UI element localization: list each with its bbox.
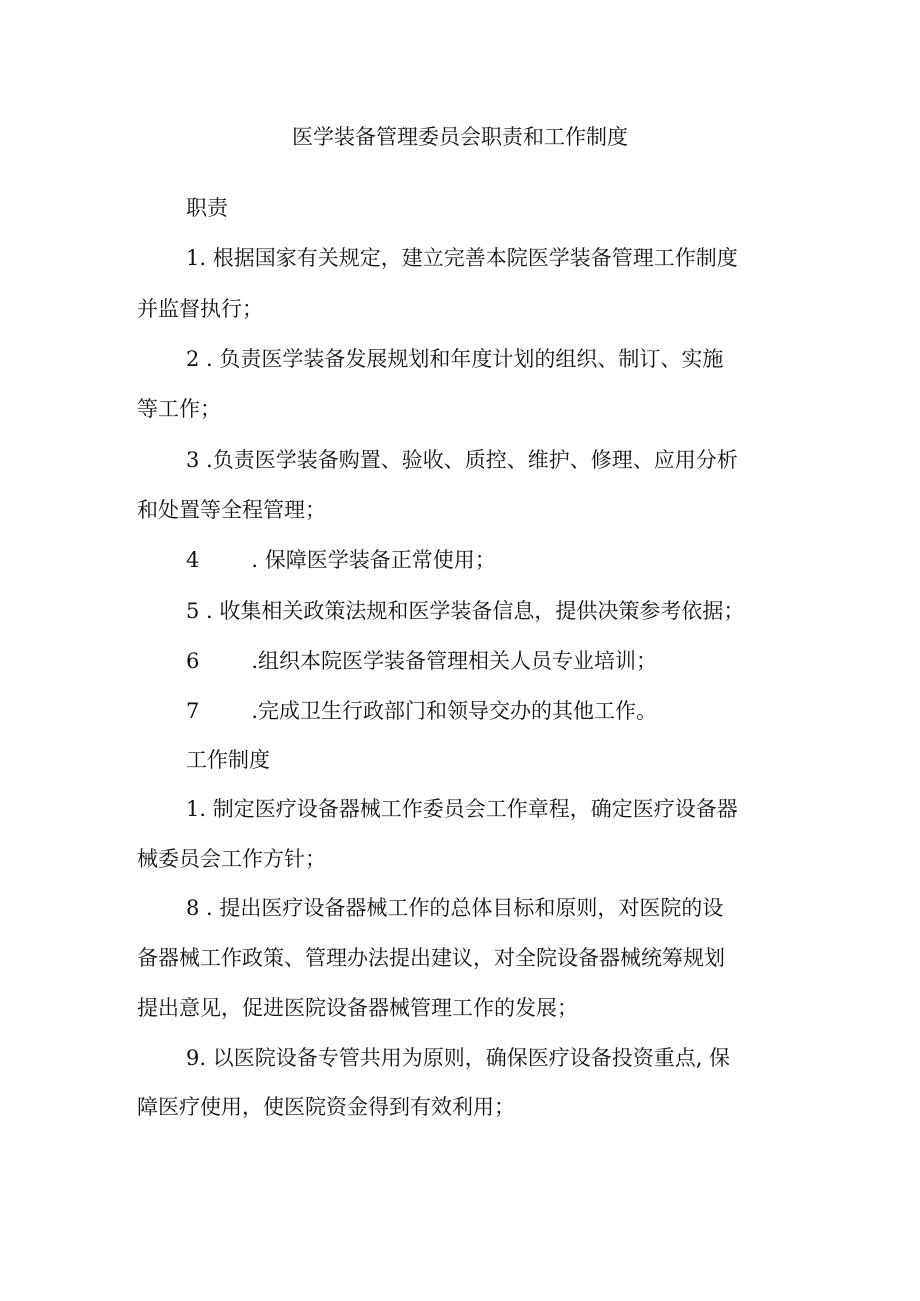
duty-1-line-2: 并监督执行； [137, 297, 263, 321]
rule-9-line-2: 障医疗使用，使医院资金得到有效利用； [137, 1095, 515, 1119]
duty-6-text: .组织本院医学装备管理相关人员专业培训； [251, 649, 658, 673]
duty-4-text: . 保障医学装备正常使用； [251, 548, 496, 572]
rule-1-line-1: 1. 制定医疗设备器械工作委员会工作章程，确定医疗设备器 [186, 797, 738, 821]
rule-1-line-2: 械委员会工作方针； [137, 847, 326, 871]
document-title: 医学装备管理委员会职责和工作制度 [292, 125, 628, 149]
section-heading-rules: 工作制度 [186, 748, 270, 772]
rule-9-line-1: 9. 以医院设备专管共用为原则，确保医疗设备投资重点, 保 [186, 1046, 731, 1070]
duty-6-number: 6 [186, 649, 200, 673]
duty-5-line-1: 5 . 收集相关政策法规和医学装备信息，提供决策参考依据； [186, 599, 745, 623]
duty-4 [186, 545, 496, 575]
duty-2-line-1: 2 . 负责医学装备发展规划和年度计划的组织、制订、实施 [186, 347, 724, 371]
duty-7 [186, 696, 657, 726]
rule-8-line-3: 提出意见，促进医院设备器械管理工作的发展； [137, 996, 578, 1020]
duty-3-line-1: 3 .负责医学装备购置、验收、质控、维护、修理、应用分析 [186, 448, 738, 472]
duty-3-line-2: 和处置等全程管理； [137, 498, 326, 522]
section-heading-duties: 职责 [186, 196, 228, 220]
duty-6 [186, 646, 657, 676]
duty-7-text: .完成卫生行政部门和领导交办的其他工作。 [251, 699, 658, 723]
rule-8-line-1: 8 . 提出医疗设备器械工作的总体目标和原则，对医院的设 [186, 896, 724, 920]
duty-1-line-1: 1. 根据国家有关规定，建立完善本院医学装备管理工作制度 [186, 246, 738, 270]
duty-2-line-2: 等工作； [137, 397, 221, 421]
duty-4-number: 4 [186, 548, 200, 572]
rule-8-line-2: 备器械工作政策、管理办法提出建议，对全院设备器械统筹规划 [137, 946, 725, 970]
duty-7-number: 7 [186, 699, 200, 723]
